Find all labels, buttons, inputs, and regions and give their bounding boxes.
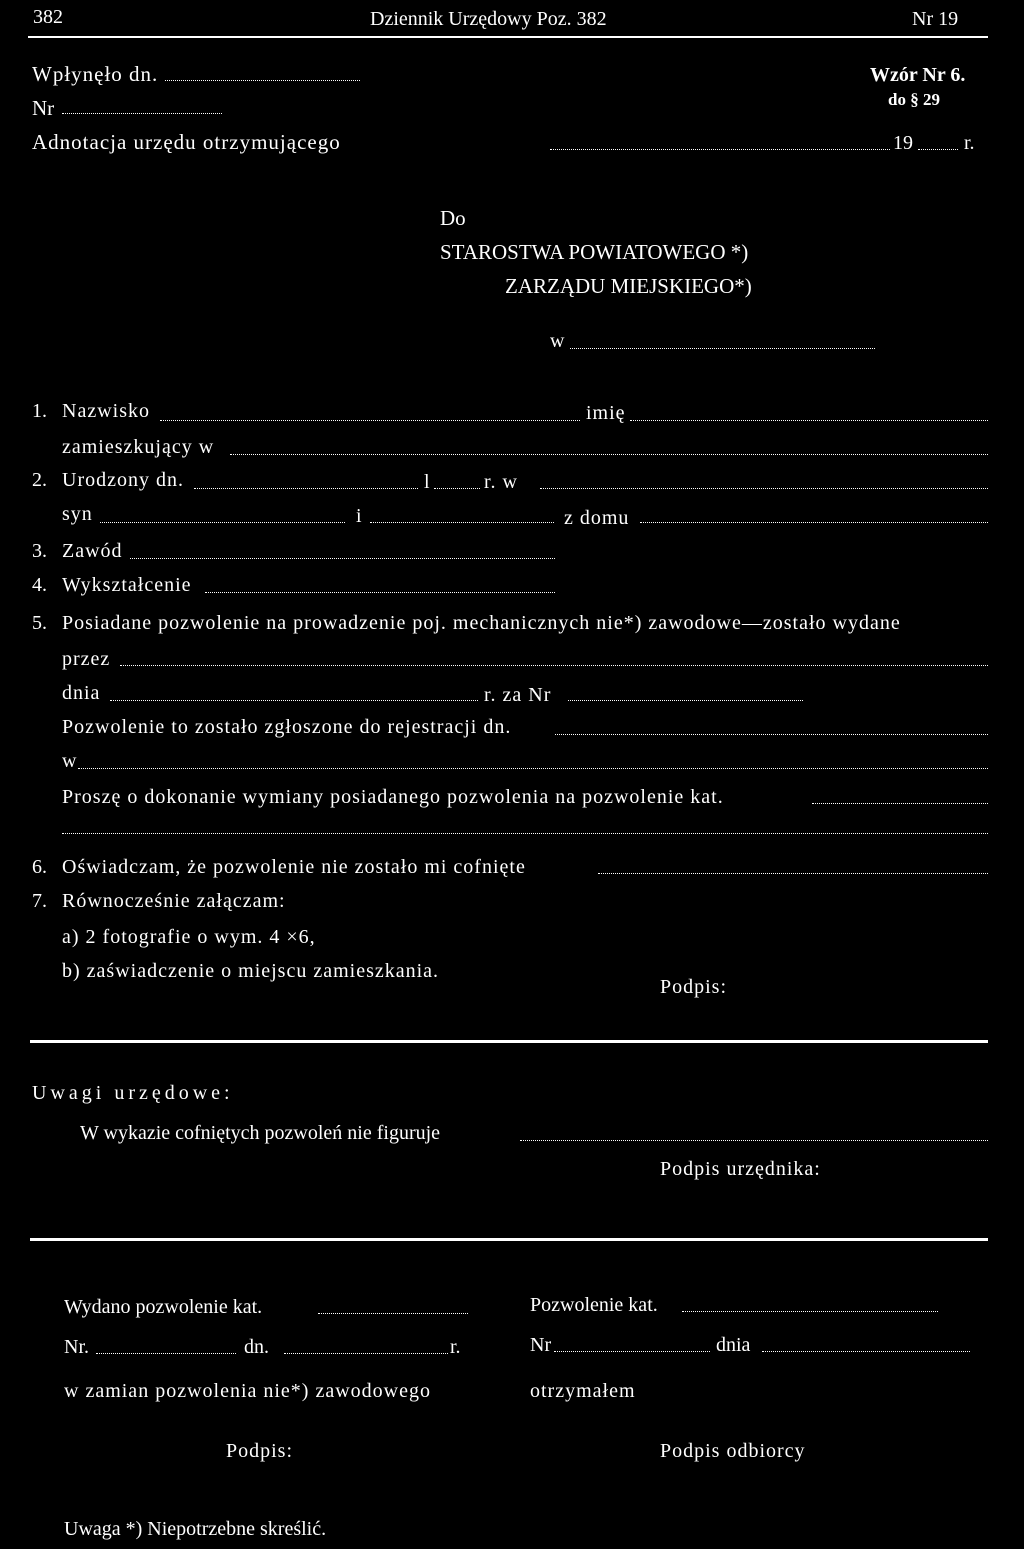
- residing-label: zamieszkujący w: [62, 436, 215, 458]
- permit-nr-label: Nr: [530, 1334, 552, 1356]
- item-1-number: 1.: [32, 400, 47, 422]
- occupation-label: Zawód: [62, 540, 123, 562]
- request-category-line[interactable]: [812, 803, 988, 804]
- year-line[interactable]: [918, 149, 958, 150]
- son-label: syn: [62, 503, 93, 525]
- year-label: 19: [893, 132, 913, 154]
- attachments-label: Równocześnie załączam:: [62, 890, 286, 912]
- issued-nr-label: Nr.: [64, 1336, 89, 1358]
- issued-dn-line[interactable]: [284, 1353, 448, 1354]
- registered-text: Pozwolenie to zostało zgłoszone do rejestracji dn.: [62, 716, 512, 738]
- surname-label: Nazwisko: [62, 400, 150, 422]
- nr-line[interactable]: [62, 113, 222, 114]
- recipient-signature-label: Podpis odbiorcy: [660, 1440, 806, 1462]
- issue-day-label: dnia: [62, 682, 101, 704]
- issued-permit-label: Wydano pozwolenie kat.: [64, 1296, 263, 1318]
- surname-line[interactable]: [160, 420, 580, 421]
- issue-nr-line[interactable]: [568, 700, 803, 701]
- address-to: Do: [440, 206, 466, 230]
- address-w: w: [550, 330, 565, 352]
- born-year-line[interactable]: [434, 488, 480, 489]
- address-w-line[interactable]: [570, 348, 875, 349]
- registered-place-line[interactable]: [78, 768, 988, 769]
- issued-nr-line[interactable]: [96, 1353, 236, 1354]
- born-l: l: [424, 471, 430, 493]
- request-text: Proszę o dokonanie wymiany posiadanego pozwolenia na pozwolenie kat.: [62, 786, 724, 808]
- section-rule-1: [30, 1040, 988, 1043]
- born-place-line[interactable]: [540, 488, 988, 489]
- annotation-label: Adnotacja urzędu otrzymującego: [32, 130, 341, 154]
- official-remarks-title: Uwagi urzędowe:: [32, 1082, 234, 1104]
- permit-category-line[interactable]: [682, 1311, 938, 1312]
- permit-nr-line[interactable]: [554, 1351, 710, 1352]
- received-line[interactable]: [165, 80, 360, 81]
- received-label: Wpłynęło dn.: [32, 62, 159, 86]
- attachment-a: a) 2 fotografie o wym. 4 ×6,: [62, 926, 316, 948]
- declaration-line[interactable]: [598, 873, 988, 874]
- registered-date-line[interactable]: [555, 734, 988, 735]
- permit-category-label: Pozwolenie kat.: [530, 1294, 658, 1316]
- pattern-label: Wzór Nr 6.: [870, 64, 966, 86]
- issued-r-label: r.: [450, 1336, 461, 1358]
- born-date-line[interactable]: [194, 488, 418, 489]
- education-line[interactable]: [205, 592, 555, 593]
- mother-line[interactable]: [370, 522, 554, 523]
- attachment-b: b) zaświadczenie o miejscu zamieszkania.: [62, 960, 440, 982]
- revoked-list-text: W wykazie cofniętych pozwoleń nie figuruje: [80, 1122, 441, 1144]
- registered-w: w: [62, 750, 77, 772]
- permit-day-line[interactable]: [762, 1351, 970, 1352]
- page-number: 382: [33, 6, 63, 28]
- item-6-number: 6.: [32, 856, 47, 878]
- nee-label: z domu: [564, 507, 630, 529]
- address-line-2: ZARZĄDU MIEJSKIEGO*): [505, 274, 752, 298]
- born-label: Urodzony dn.: [62, 469, 184, 491]
- date-line[interactable]: [550, 149, 890, 150]
- education-label: Wykształcenie: [62, 574, 192, 596]
- nr-label: Nr: [32, 96, 55, 120]
- issue-nr-label: r. za Nr: [484, 684, 552, 706]
- possessed-text: Posiadane pozwolenie na prowadzenie poj. mechanicznych nie*) zawodowe—zostało wydane: [62, 612, 901, 634]
- item-3-number: 3.: [32, 540, 47, 562]
- item-5-number: 5.: [32, 612, 47, 634]
- item-2-number: 2.: [32, 469, 47, 491]
- header-rule: [28, 36, 988, 38]
- exchange-text: w zamian pozwolenia nie*) zawodowego: [64, 1380, 431, 1402]
- official-signature-label: Podpis urzędnika:: [660, 1158, 821, 1180]
- issued-permit-line[interactable]: [318, 1313, 468, 1314]
- applicant-signature-label: Podpis:: [660, 976, 728, 998]
- year-suffix: r.: [964, 132, 975, 154]
- address-line-1: STAROSTWA POWIATOWEGO *): [440, 240, 749, 264]
- occupation-line[interactable]: [130, 558, 555, 559]
- issued-by-label: przez: [62, 648, 111, 670]
- permit-day-label: dnia: [716, 1334, 751, 1356]
- item-7-number: 7.: [32, 890, 47, 912]
- issued-dn-label: dn.: [244, 1336, 269, 1358]
- son-i: i: [356, 505, 362, 527]
- issued-by-line[interactable]: [120, 665, 988, 666]
- issue-number: Nr 19: [912, 8, 959, 30]
- received-text: otrzymałem: [530, 1380, 636, 1402]
- father-line[interactable]: [100, 522, 345, 523]
- issuer-signature-label: Podpis:: [226, 1440, 294, 1462]
- declaration-text: Oświadczam, że pozwolenie nie zostało mi cofnięte: [62, 856, 526, 878]
- footnote: Uwaga *) Niepotrzebne skreślić.: [64, 1518, 327, 1540]
- journal-title: Dziennik Urzędowy Poz. 382: [370, 8, 607, 30]
- paragraph-label: do § 29: [888, 90, 940, 109]
- born-r-w: r. w: [484, 471, 518, 493]
- section-rule-2: [30, 1238, 988, 1241]
- issue-day-line[interactable]: [110, 700, 478, 701]
- name-label: imię: [586, 402, 626, 424]
- name-line[interactable]: [630, 420, 988, 421]
- revoked-list-line[interactable]: [520, 1140, 988, 1141]
- residing-line[interactable]: [230, 454, 988, 455]
- request-extra-line[interactable]: [62, 833, 988, 834]
- item-4-number: 4.: [32, 574, 47, 596]
- nee-line[interactable]: [640, 522, 988, 523]
